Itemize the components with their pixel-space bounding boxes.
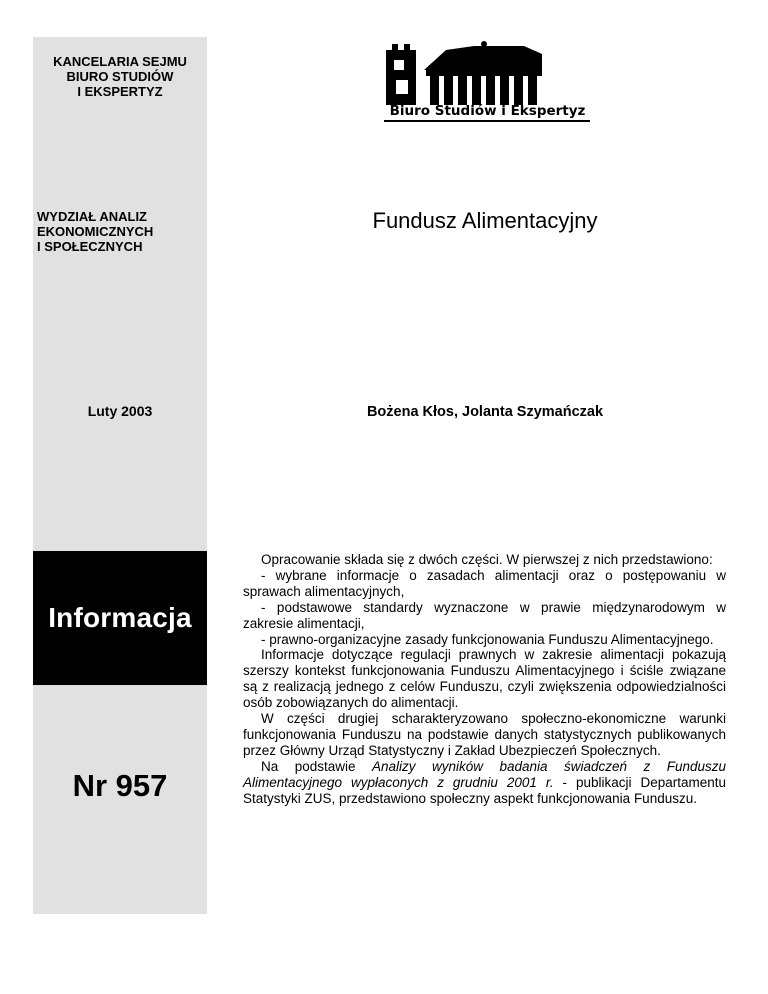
paragraph: [243, 759, 726, 807]
publication-date: Luty 2003: [87, 403, 153, 419]
paragraph: - podstawowe standardy wyznaczone w prawie międzynarodowym w zakresie alimentacji,: [243, 599, 726, 631]
text-span: - publikacji Departamentu Statystyki ZUS, przedstawiono społeczny aspekt funkcjonowania Funduszu.: [243, 774, 726, 806]
department-name: WYDZIAŁ ANALIZ EKONOMICZNYCH I SPOŁECZNYCH: [37, 209, 154, 254]
logo-caption: Biuro Studiów i Ekspertyz: [389, 103, 586, 119]
paragraph: Opracowanie składa się z dwóch części. W pierwszej z nich przedstawiono:: [261, 552, 713, 567]
paragraph: Informacje dotyczące regulacji prawnych w zakresie alimentacji pokazują szerszy kontekst funkcjonowania Funduszu Alimentacyjnego i ściśle związane są z realizacją jednego z celów Funduszu, czyli zwiększenia odpowiedzialności osób zobowiązanych do alimentacji.: [243, 647, 726, 711]
paragraph: W części drugiej scharakteryzowano społeczno-ekonomiczne warunki funkcjonowania Funduszu na podstawie danych statystycznych publikowanych przez Główny Urząd Statystyczny i Zakład Ubezpieczeń Społecznych.: [243, 711, 726, 758]
paragraph: - prawno-organizacyjne zasady funkcjonowania Funduszu Alimentacyjnego.: [261, 631, 714, 647]
institution-name: KANCELARIA SEJMU BIURO STUDIÓW I EKSPERTYZ: [53, 54, 187, 99]
italic-title: Analizy wyników badania świadczeń z Funduszu Alimentacyjnego wypłaconych z grudniu 2001 r.: [243, 758, 726, 790]
paragraph: - wybrane informacje o zasadach alimentacji oraz o postępowaniu w sprawach alimentacyjnych,: [243, 567, 726, 599]
logo-underline: [384, 120, 590, 122]
authors: Bożena Kłos, Jolanta Szymańczak: [366, 404, 604, 420]
summary-text: [243, 552, 726, 807]
doc-type-box: [33, 551, 207, 685]
doc-type: Informacja: [48, 602, 192, 633]
text-span: Na podstawie: [261, 758, 372, 774]
document-title: Fundusz Alimentacyjny: [372, 208, 598, 233]
doc-number: Nr 957: [72, 768, 168, 803]
